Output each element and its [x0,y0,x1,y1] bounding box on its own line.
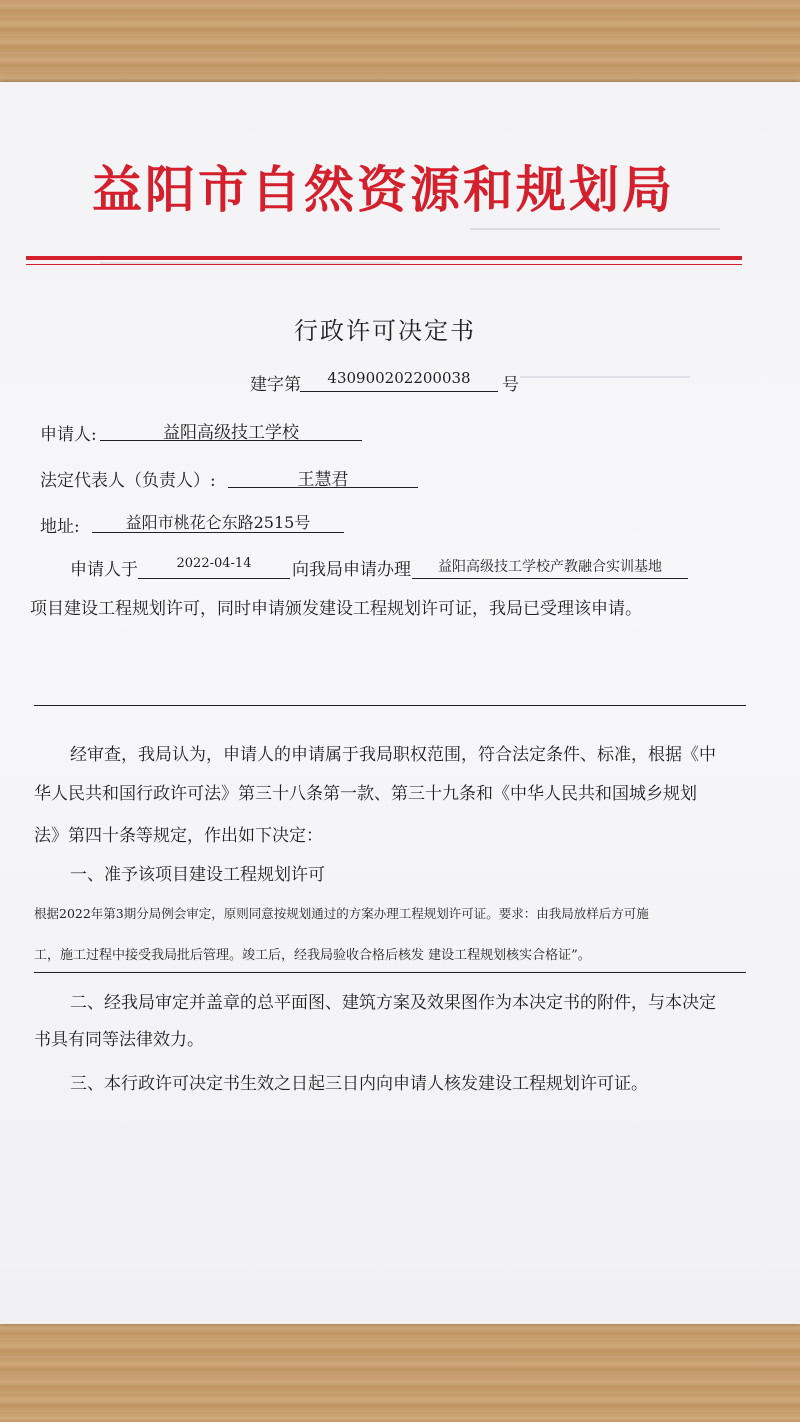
decision-three-line-1: 三、本行政许可决定书生效之日起三日内向申请人核发建设工程规划许可证。 [70,1074,648,1094]
application-date: 2022-04-14 [138,556,290,579]
applicant-value: 益阳高级技工学校 [100,418,362,441]
applicant-label: 申请人: [40,425,97,445]
legal-representative-value: 王慧君 [228,465,418,488]
review-line-2: 华人民共和国行政许可法》第三十八条第一款、第三十九条和《中华人民共和国城乡规划 [34,784,697,804]
header-rule-thick [26,256,742,260]
permit-number-prefix: 建字第 [250,375,301,395]
review-line-3: 法》第四十条等规定，作出如下决定： [34,826,323,846]
application-middle: 向我局申请办理 [292,560,411,580]
application-intro: 申请人于 [70,560,138,580]
decision-two-line-1: 二、经我局审定并盖章的总平面图、建筑方案及效果图作为本决定书的附件，与本决定 [70,993,716,1013]
application-project: 益阳高级技工学校产教融合实训基地 [412,556,688,579]
document-title: 行政许可决定书 [294,317,476,345]
decision-one-heading: 一、准予该项目建设工程规划许可 [70,865,325,885]
application-tail: 项目建设工程规划许可，同时申请颁发建设工程规划许可证，我局已受理该申请。 [30,599,642,619]
legal-representative-label: 法定代表人（负责人）: [40,471,216,491]
permit-number-value: 430900202200038 [300,369,498,392]
review-line-1: 经审查，我局认为，申请人的申请属于我局职权范围，符合法定条件、标准，根据《中 [70,745,716,765]
decision-two-line-2: 书具有同等法律效力。 [34,1030,204,1050]
wood-background-top [0,0,800,90]
address-value: 益阳市桃花仑东路2515号 [92,510,344,533]
document-paper [0,82,800,1324]
bleed-through-mark [520,376,690,378]
wood-background-bottom [0,1322,800,1422]
bleed-through-mark [470,228,720,230]
decision-one-underline [34,972,746,973]
blank-fill-line [34,705,746,706]
decision-one-note-2: 工，施工过程中接受我局批后管理。竣工后，经我局验收合格后核发 建设工程规划核实合格证”。 [34,948,591,963]
permit-number-suffix: 号 [502,375,519,395]
decision-one-note-1: 根据2022年第3期分局例会审定，原则同意按规划通过的方案办理工程规划许可证。要求：由我局放样后方可施 [34,906,649,921]
header-rule-thin [26,264,742,265]
address-label: 地址: [40,517,80,537]
agency-header: 益阳市自然资源和规划局 [92,161,675,219]
